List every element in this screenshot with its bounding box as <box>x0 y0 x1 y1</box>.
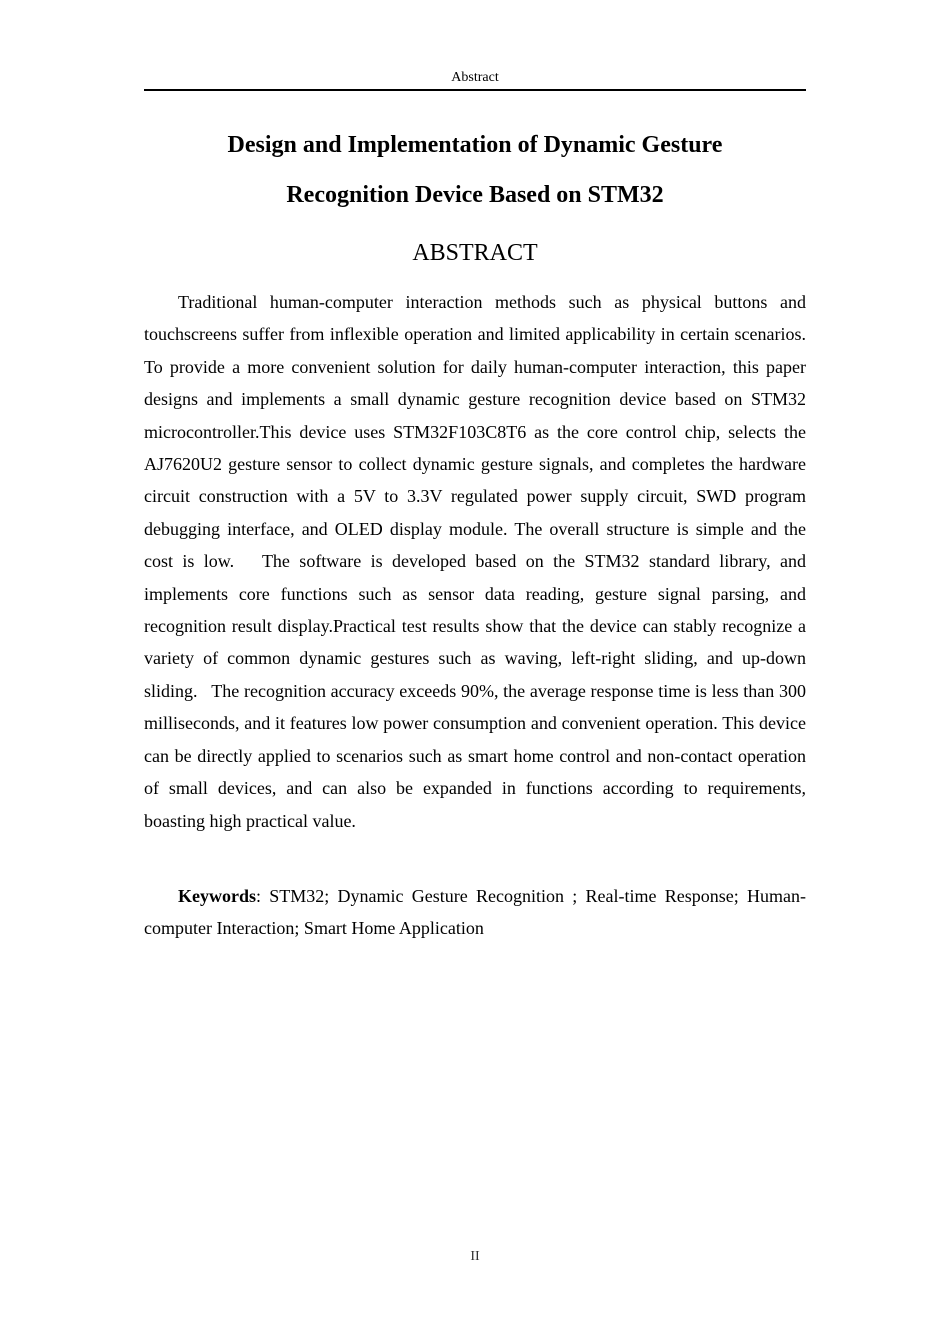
paper-title <box>144 120 806 220</box>
keywords-paragraph <box>144 880 806 944</box>
abstract-body: Traditional human-computer interaction methods such as physical buttons and touchscreens suffer from inflexible operation and limited applicability in certain scenarios. To provide a more convenient solution for daily human-computer interaction, this paper designs and implements a small dynamic gesture recognition device based on STM32 microcontroller.This device uses STM32F103C8T6 as the core control chip, selects the AJ7620U2 gesture sensor to collect dynamic gesture signals, and completes the hardware circuit construction with a 5V to 3.3V regulated power supply circuit, SWD program debugging interface, and OLED display module. The overall structure is simple and the cost is low. The software is developed based on the STM32 standard library, and implements core functions such as sensor data reading, gesture signal parsing, and recognition result display.Practical test results show that the device can stably recognize a variety of common dynamic gestures such as waving, left-right sliding, and up-down sliding. The recognition accuracy exceeds 90%, the average response time is less than 300 milliseconds, and it features low power consumption and convenient operation. This device can be directly applied to scenarios such as smart home control and non-contact operation of small devices, and can also be expanded in functions according to requirements, boasting high practical value. <box>144 292 806 831</box>
paper-title-line-2: Recognition Device Based on STM32 <box>286 182 664 208</box>
keywords-separator: : <box>256 886 270 906</box>
page-number: II <box>470 1249 480 1264</box>
running-header: Abstract <box>451 70 499 85</box>
abstract-heading: ABSTRACT <box>412 240 538 266</box>
paper-title-line-1: Design and Implementation of Dynamic Gesture <box>227 132 723 158</box>
keywords-text: STM32; Dynamic Gesture Recognition ; Real-time Response; Human-computer Interaction; Smart Home Application <box>144 886 806 938</box>
header-rule <box>144 89 806 91</box>
keywords-label: Keywords <box>178 886 256 906</box>
